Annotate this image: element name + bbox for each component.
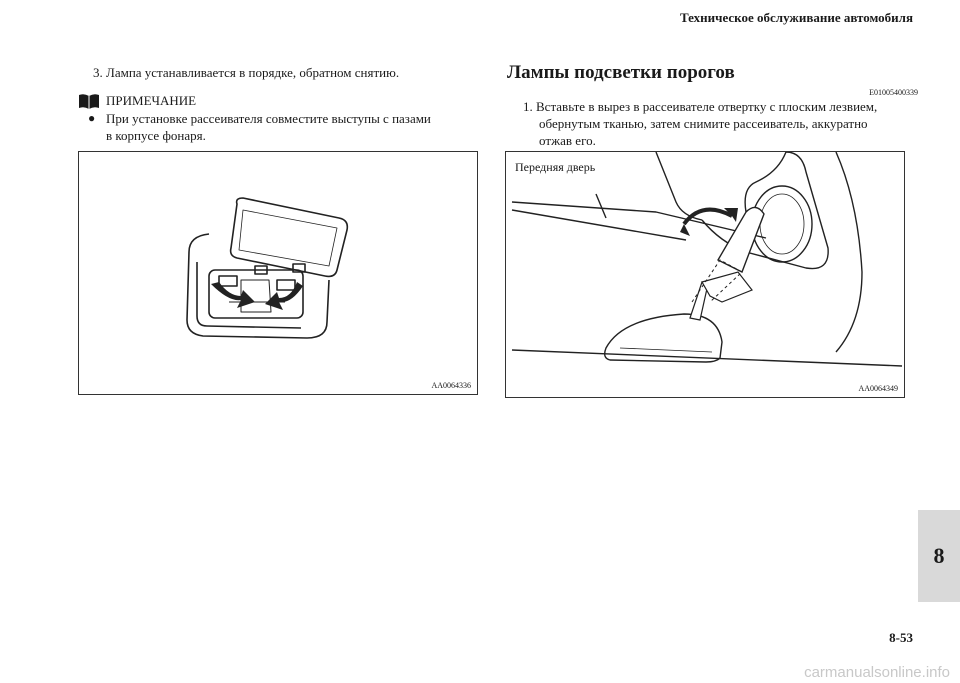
note-heading (78, 92, 196, 110)
figure-right-caption: Передняя дверь (515, 160, 596, 174)
step-3-text: 3. Лампа устанавливается в порядке, обратном снятию. (93, 65, 400, 80)
chapter-tab (918, 510, 960, 602)
note-heading-label: ПРИМЕЧАНИЕ (106, 93, 197, 108)
step-1-line-3: отжав его. (539, 133, 596, 148)
bullet-icon: ● (88, 111, 96, 125)
screwdriver-pry-illustration-icon (506, 152, 904, 397)
step-1-line-1: 1. Вставьте в вырез в рассеивателе отвертку с плоским лезвием, (523, 99, 878, 114)
page-number: 8-53 (889, 630, 913, 645)
figure-left-id: AA0064336 (431, 381, 471, 390)
note-bullet (88, 110, 468, 144)
figure-right-id: AA0064349 (858, 384, 898, 393)
lamp-lens-removal-illustration-icon (79, 152, 477, 394)
running-header: Техническое обслуживание автомобиля (679, 10, 913, 25)
figure-right (505, 151, 905, 398)
note-book-icon (78, 92, 100, 110)
section-code: E01005400339 (869, 88, 918, 97)
section-title: Лампы подсветки порогов (507, 62, 735, 83)
chapter-number: 8 (933, 543, 945, 568)
step-1-line-2: обернутым тканью, затем снимите рассеиватель, аккуратно (539, 116, 868, 131)
note-line-2: в корпусе фонаря. (106, 128, 206, 143)
figure-left (78, 151, 478, 395)
watermark: carmanualsonline.info (804, 664, 950, 681)
note-line-1: При установке рассеивателя совместите выступы с пазами (106, 111, 431, 126)
